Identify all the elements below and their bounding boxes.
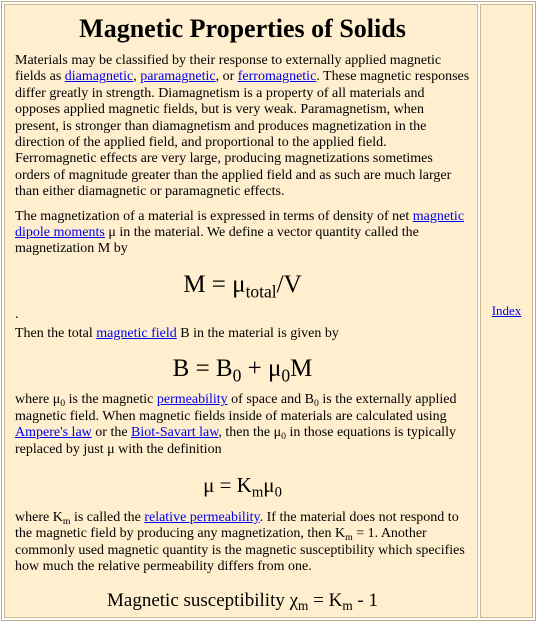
- eq-part: μ = K: [203, 472, 252, 497]
- text: , or: [215, 69, 238, 85]
- link-magnetic-field[interactable]: magnetic field: [96, 325, 177, 341]
- eq-subscript: total: [245, 281, 277, 302]
- link-biot-savart-law[interactable]: Biot-Savart law: [131, 425, 219, 441]
- text: . These magnetic responses differ greatly in strength. Diamagnetism is a property of all materials and opposes applied magnetic fields, but is very weak. Paramagnetism, when present, is stronger than diamagnetism and produces magnetization in the direction of the applied field, and proportional to the applied field. Ferromagnetic effects are very large, producing magnetizations sometimes orders of magnitude greater than the applied field and as such are much larger than either diamagnetic or paramagnetic effects.: [15, 69, 470, 200]
- intro-paragraph: [15, 53, 470, 201]
- text: B in the material is given by: [176, 325, 339, 341]
- text: ,: [133, 69, 141, 85]
- eq-part: + μ: [241, 355, 282, 383]
- eq-part: M: [290, 355, 313, 383]
- eq-subscript: m: [251, 484, 264, 501]
- link-paramagnetic[interactable]: paramagnetic: [140, 69, 216, 85]
- link-permeability[interactable]: permeability: [156, 392, 228, 408]
- magnetization-paragraph: [15, 209, 470, 258]
- subscript: m: [345, 532, 353, 544]
- subscript: 0: [313, 398, 319, 410]
- eq-part: μ: [263, 472, 275, 497]
- link-magnetic-dipole-moments[interactable]: magnetic dipole moments: [15, 208, 465, 241]
- text: Materials may be classified by their response to externally applied magnetic fields as: [15, 53, 442, 85]
- eq-part: /V: [276, 270, 302, 298]
- sidebar-panel: [480, 4, 533, 618]
- text: . If the material does not respond to the magnetic field by producing any magnetization, then K: [15, 509, 459, 542]
- text: Then the total: [15, 325, 97, 341]
- equation-susceptibility: [15, 586, 470, 616]
- page-title: Magnetic Properties of Solids: [79, 14, 406, 43]
- subscript: m: [62, 515, 71, 527]
- permeability-paragraph: [15, 392, 470, 458]
- link-relative-permeability[interactable]: relative permeability: [144, 509, 260, 525]
- eq-part: B = B: [172, 355, 233, 383]
- text: of space and B: [227, 392, 314, 408]
- text: or the: [91, 425, 132, 441]
- eq-part: Magnetic susceptibility χ: [107, 589, 299, 611]
- stray-period: .: [15, 306, 19, 322]
- eq-part: M = μ: [183, 270, 246, 298]
- equation-permeability: [15, 470, 470, 500]
- content-panel: [4, 4, 478, 618]
- text: is called the: [70, 509, 145, 525]
- eq-subscript: 0: [281, 365, 291, 386]
- total-field-paragraph: [15, 326, 470, 342]
- text: = 1. Another commonly used magnetic quantity is the magnetic susceptibility which specifies how much the relative permeability differs from one.: [15, 526, 465, 575]
- text: is the externally applied magnetic field. When magnetic fields inside of materials are calculated using: [15, 392, 457, 424]
- text: is the magnetic: [65, 392, 157, 408]
- eq-part: = K: [308, 589, 343, 611]
- text: , then the μ: [218, 425, 282, 441]
- relative-permeability-paragraph: [15, 510, 470, 576]
- eq-subscript: m: [342, 597, 353, 613]
- index-link[interactable]: Index: [491, 303, 522, 318]
- link-diamagnetic[interactable]: diamagnetic: [64, 69, 134, 85]
- eq-subscript: 0: [274, 484, 282, 501]
- eq-subscript: 0: [232, 365, 242, 386]
- subscript: 0: [60, 398, 66, 410]
- equation-total-field: [15, 354, 470, 384]
- link-ferromagnetic[interactable]: ferromagnetic: [237, 69, 317, 85]
- page-frame: [1, 1, 536, 621]
- text: where μ: [15, 392, 61, 408]
- link-amperes-law[interactable]: Ampere's law: [15, 425, 92, 441]
- text: The magnetization of a material is expressed in terms of density of net: [15, 208, 413, 224]
- text: μ in the material. We define a vector quantity called the magnetization M by: [15, 225, 419, 257]
- eq-part: - 1: [352, 589, 378, 611]
- subscript: 0: [281, 431, 287, 443]
- equation-magnetization: [15, 270, 470, 300]
- text: in those equations is typically replaced by just μ with the definition: [15, 425, 456, 457]
- eq-subscript: m: [298, 597, 309, 613]
- text: where K: [15, 509, 63, 525]
